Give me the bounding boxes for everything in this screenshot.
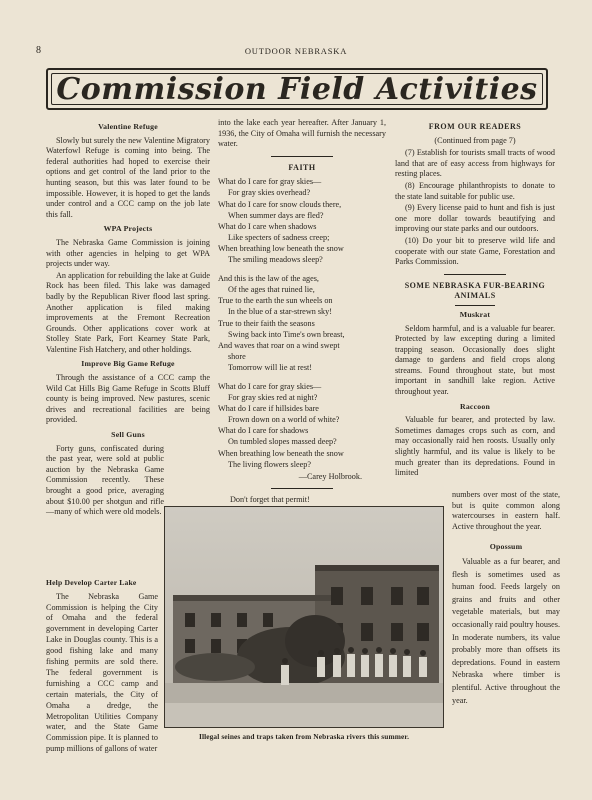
photograph-confiscated-nets [164,506,444,728]
raccoon-text: Valuable fur bearer, and protected by law. Sometimes damages crops such as corn, and may occasionally raid hen roosts. Usually only slightly harmful, and its value is likely to be much greater than its depredations. Found in limited [395,415,555,478]
heading-raccoon: Raccoon [460,401,490,411]
big-game-refuge-text: Through the assistance of a CCC camp the Wild Cat Hills Big Game Refuge in Scotts Bluff county is being improved. New pastures, scenic drives and recreational facilities are being provided. [46,373,210,425]
poem-line: Of the ages that ruined lie, [228,285,315,295]
poem-line: Like specters of sadness creep; [228,232,330,242]
poem-line [218,265,386,273]
banner-title: Commission Field Activities [56,71,538,107]
poem-line: shore [228,351,246,361]
reader-item-9: (9) Every license paid to hunt and fish is just one more dollar towards beautifying and improving our state parks and our outdoors. [395,203,555,234]
poem-line: Tomorrow will lie at rest! [228,362,313,372]
poem-line: The smiling meadows sleep? [228,255,323,265]
poem-line: What do I care when shadows [218,221,317,231]
heading-opossum: Opossum [489,542,523,552]
poem-line: What do I care for snow clouds there, [218,199,342,209]
photo-caption: Illegal seines and traps taken from Nebraska rivers this summer. [198,732,410,741]
heading-carter-lake: Help Develop Carter Lake [46,578,137,587]
reader-item-7: (7) Establish for tourists small tracts of wood land that are of easy access from highways for resting places. [395,148,555,179]
reader-item-8: (8) Encourage philanthropists to donate to the state land suitable for public use. [395,180,555,201]
poem-line: The living flowers sleep? [228,459,311,469]
poem-line: And waves that roar on a wind swept [218,340,340,350]
raccoon-text-continued: numbers over most of the state, but is quite common along watercourses in eastern half. Active throughout the year. [452,490,560,531]
faith-poem [218,176,386,469]
muskrat-text: Seldom harmful, and is a valuable fur bearer. Protected by law excepting during a limited trapping season. Occasionally does slight damage to gardens and field crops along streams. Found throughout state, but most important in sandhill lake region. Active throughout year. [395,323,555,397]
valentine-refuge-text: Slowly but surely the new Valentine Migratory Waterfowl Refuge is coming into being. The federal authorities had hoped to exercise their options and get control of the land prior to the hunting season, but this was later found to be impossible. However, it is hoped to get the lands under control and a CCC camp on the job late this fall. [46,135,210,219]
poem-line: What do I care if hillsides bare [218,404,319,414]
poem-line: When breathing low beneath the snow [218,448,344,458]
heading-muskrat: Muskrat [459,309,491,319]
poem-line: And this is the law of the ages, [218,274,319,284]
sell-guns-text: Forty guns, confiscated during the past year, were sold at public auction by the Nebraska Game Commission recently. These brought a good price, averaging about $10.00 per shotgun and rifle—many of which were old models. [46,443,164,517]
poem-line: For gray skies red at night? [228,393,318,403]
wpa-projects-text: The Nebraska Game Commission is joining with other agencies in helping to get WPA projects under way. [46,237,210,269]
column-right [395,118,555,480]
poem-line: True to the earth the sun wheels on [218,296,333,306]
heading-fur-bearing-animals: SOME NEBRASKA FUR-BEARING ANIMALS [404,280,546,301]
carter-lake-continued: into the lake each year hereafter. After January 1, 1936, the City of Omaha will furnish the necessary water. [218,118,386,149]
poem-line: On tumbled slopes massed deep? [228,437,337,447]
column-left [46,118,210,519]
poem-line: What do I care for gray skies— [218,381,322,391]
continued-note: (Continued from page 7) [434,135,516,145]
page-number: 8 [36,45,41,56]
divider [271,488,333,489]
photo-illustration [165,507,444,728]
permit-reminder: Don't forget that permit! [230,495,310,505]
wpa-projects-text-2: An application for rebuilding the lake at Guide Rock has been filed. This lake was damaged badly by the Republican River flood last spring. Another application is filed making improvements at the Fremont Recreation Grounds. Other applications cover work at Stolley State Park, Fort Kearney State Park, Valentine Fish Hatchery, and other holdings. [46,270,210,354]
poem-line: Swing back into Time's own breast, [228,329,345,339]
column-left-lower [46,574,158,756]
column-right-lower [452,490,560,708]
poem-signature: —Carey Holbrook. [298,471,362,481]
poem-line: For gray skies overhead? [228,188,311,198]
heading-sell-guns: Sell Guns [111,430,145,440]
carter-lake-text: The Nebraska Game Commission is helping the City of Omaha and the federal government in developing Carter Lake in Douglas county. This is a good fishing lake and many fishing permits are sold there. The federal government is furnishing a CCC camp and certain materials, the City of Omaha a dredge, the Metropolitan Utilities Company water, and the State Game Commission pipe. It is planned to pump millions of gallons of water [46,591,158,754]
divider [271,156,333,157]
column-middle [218,118,386,506]
poem-line: What do I care for shadows [218,426,309,436]
heading-big-game-refuge: Improve Big Game Refuge [81,359,175,369]
heading-from-our-readers: FROM OUR READERS [428,122,522,131]
poem-line [218,373,386,381]
running-title: OUTDOOR NEBRASKA [244,46,348,56]
opossum-text: Valuable as a fur bearer, and flesh is sometimes used as human food. Feeds largely on grains and fruits and other vegetable materials, but may occasionally raid poultry houses. In moderate numbers, its value probably more than offsets its depredations. Found in eastern Nebraska where timber is plentiful. Active throughout the year. [452,556,560,705]
heading-faith-poem: FAITH [288,162,316,172]
heading-valentine-refuge: Valentine Refuge [98,122,158,131]
reader-item-10: (10) Do your bit to preserve wild life and cooperate with our state Game, Forestation and Parks Commission. [395,235,555,267]
divider [444,274,506,275]
poem-line: When breathing low beneath the snow [218,243,344,253]
poem-line: True to their faith the seasons [218,318,315,328]
divider [455,305,495,306]
poem-line: Frown down on a world of white? [228,415,340,425]
poem-line: When summer days are fled? [228,210,324,220]
poem-line: What do I care for gray skies— [218,177,322,187]
poem-line: In the blue of a star-strewn sky! [228,307,332,317]
title-banner [46,68,548,110]
heading-wpa-projects: WPA Projects [103,224,153,234]
